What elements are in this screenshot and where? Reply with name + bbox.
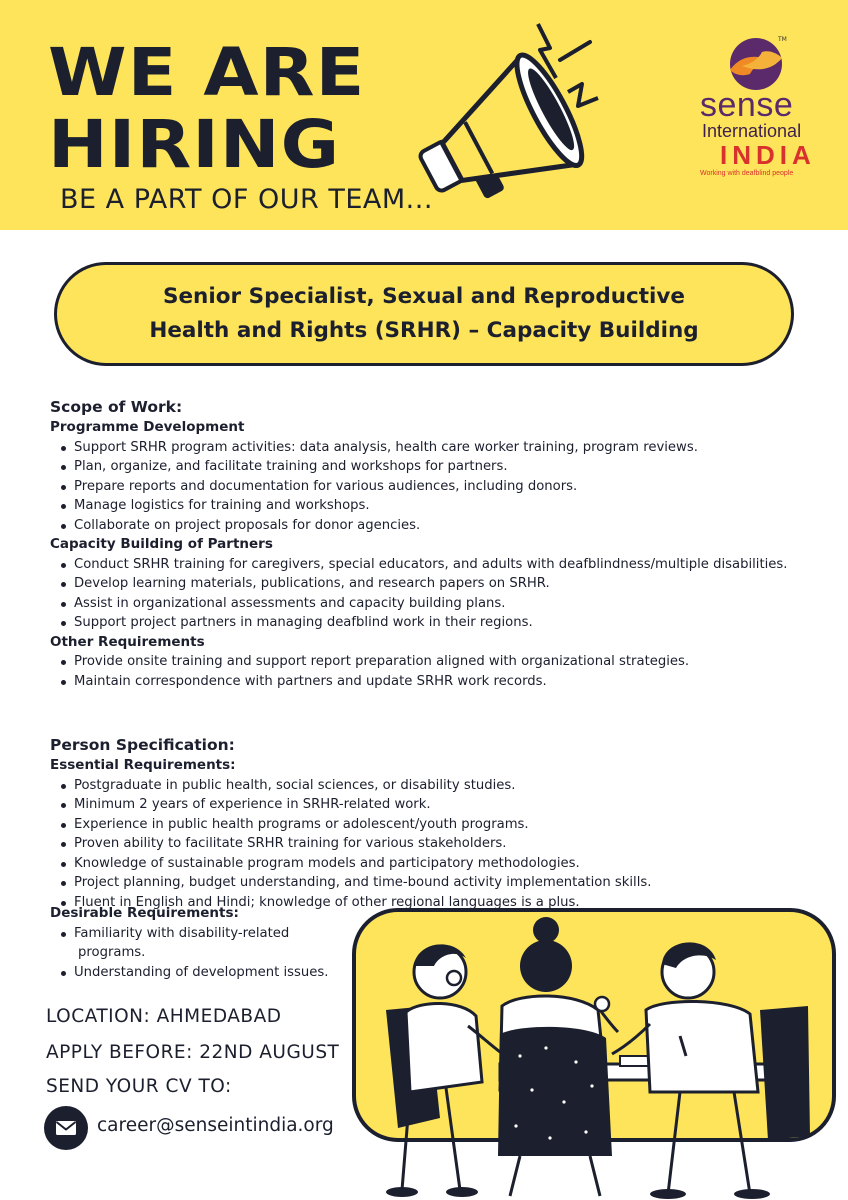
- other-requirements-list: [50, 652, 790, 691]
- person-heading: Person Specification:: [50, 736, 235, 754]
- list-item: Support project partners in managing deafblind work in their regions.: [50, 613, 790, 633]
- job-title-line-2: Health and Rights (SRHR) – Capacity Building: [149, 318, 699, 343]
- list-item: Maintain correspondence with partners and update SRHR work records.: [50, 672, 790, 692]
- list-item: Project planning, budget understanding, and time-bound activity implementation skills.: [50, 873, 790, 893]
- logo-trademark: TM: [778, 36, 787, 43]
- logo-word-international: International: [702, 121, 802, 141]
- logo-word-sense: sense: [700, 86, 794, 124]
- apply-before-text: APPLY BEFORE: 22ND AUGUST: [46, 1042, 340, 1063]
- list-item: Conduct SRHR training for caregivers, special educators, and adults with deafblindness/multiple disabilities.: [50, 555, 790, 575]
- scope-heading: Scope of Work:: [50, 398, 183, 416]
- essential-requirements-list: [50, 776, 790, 913]
- list-item: [50, 924, 350, 963]
- email-link[interactable]: career@senseintindia.org: [97, 1115, 334, 1136]
- list-item: Develop learning materials, publications, and research papers on SRHR.: [50, 574, 790, 594]
- group-title-programme-development: Programme Development: [50, 419, 245, 435]
- list-item: Support SRHR program activities: data analysis, health care worker training, program reviews.: [50, 438, 790, 458]
- team-meeting-illustration: [350, 906, 840, 1200]
- list-item: Manage logistics for training and workshops.: [50, 496, 790, 516]
- group-title-capacity-building: Capacity Building of Partners: [50, 536, 273, 552]
- location-text: LOCATION: AHMEDABAD: [46, 1006, 282, 1027]
- sense-international-india-logo: [700, 36, 818, 176]
- header-banner: [0, 0, 848, 230]
- desirable-requirements-list: [50, 924, 350, 983]
- list-item: Knowledge of sustainable program models and participatory methodologies.: [50, 854, 790, 874]
- list-item: Provide onsite training and support report preparation aligned with organizational strategies.: [50, 652, 790, 672]
- capacity-building-list: [50, 555, 790, 633]
- list-item: Fluent in English and Hindi; knowledge of other regional languages is a plus.: [50, 893, 790, 913]
- list-item: Experience in public health programs or adolescent/youth programs.: [50, 815, 790, 835]
- programme-development-list: [50, 438, 790, 536]
- essential-requirements-title: Essential Requirements:: [50, 757, 236, 773]
- job-title-pill: [54, 262, 794, 366]
- tagline: BE A PART OF OUR TEAM...: [60, 184, 433, 215]
- logo-subtitle: Working with deafblind people: [700, 170, 794, 177]
- scope-of-work-section: [50, 396, 790, 691]
- send-cv-text: SEND YOUR CV TO:: [46, 1076, 232, 1097]
- headline-hiring: HIRING: [48, 106, 341, 183]
- list-item: Understanding of development issues.: [50, 963, 350, 983]
- list-item: Proven ability to facilitate SRHR training for various stakeholders.: [50, 834, 790, 854]
- list-item: Assist in organizational assessments and capacity building plans.: [50, 594, 790, 614]
- list-item-text: Familiarity with disability-related: [74, 925, 290, 941]
- job-title-line-1: Senior Specialist, Sexual and Reproductive: [162, 284, 686, 309]
- list-item: Prepare reports and documentation for various audiences, including donors.: [50, 477, 790, 497]
- logo-hands-icon: [724, 36, 788, 92]
- list-item: Postgraduate in public health, social sciences, or disability studies.: [50, 776, 790, 796]
- group-title-other-requirements: Other Requirements: [50, 633, 205, 650]
- list-item: Minimum 2 years of experience in SRHR-related work.: [50, 795, 790, 815]
- headline-we-are: WE ARE: [48, 34, 366, 111]
- logo-word-india: INDIA: [720, 140, 816, 170]
- envelope-icon: [44, 1106, 88, 1150]
- list-item: Plan, organize, and facilitate training and workshops for partners.: [50, 457, 790, 477]
- megaphone-icon: [400, 14, 600, 214]
- desirable-requirements-title: Desirable Requirements:: [50, 905, 239, 921]
- list-item-text-continued: programs.: [78, 945, 146, 960]
- list-item: Collaborate on project proposals for donor agencies.: [50, 516, 790, 536]
- person-specification-section: [50, 734, 790, 912]
- desirable-requirements-section: [50, 904, 350, 982]
